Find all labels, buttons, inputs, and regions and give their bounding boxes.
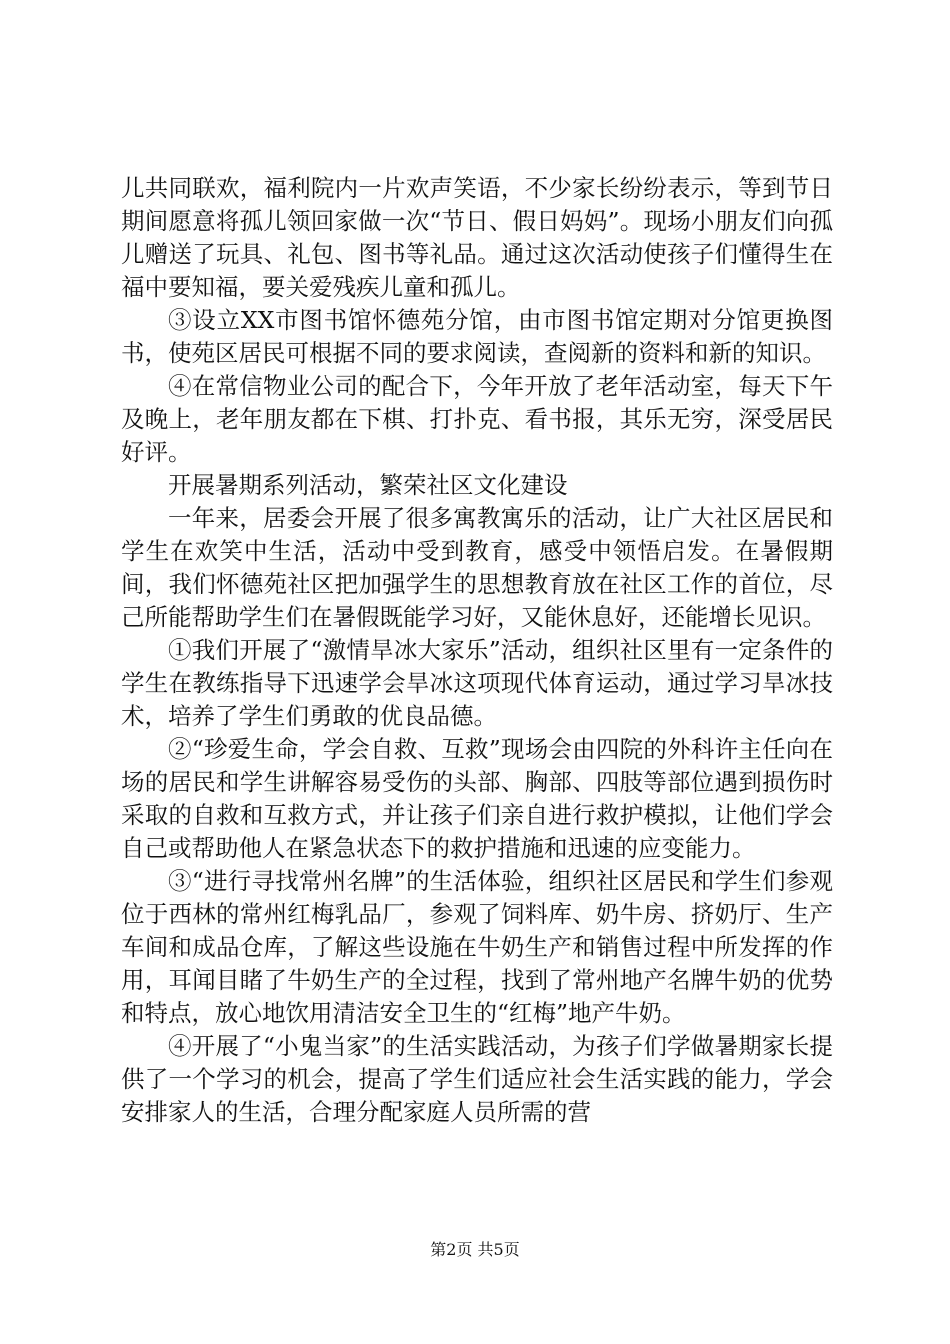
paragraph-roller-skating: ①我们开展了“激情旱冰大家乐”活动，组织社区里有一定条件的学生在教练指导下迅速学会旱冰这项现代体育运动，通过学习旱冰技术，培养了学生们勇敢的优良品德。 [121,636,833,730]
paragraph-dairy-visit: ③“进行寻找常州名牌”的生活体验，组织社区居民和学生们参观位于西林的常州红梅乳品厂，参观了饲料库、奶牛房、挤奶厅、生产车间和成品仓库，了解这些设施在牛奶生产和销售过程中所发挥的作用，耳闻目睹了牛奶生产的全过程，找到了常州地产名牌牛奶的优势和特点，放心地饮用清洁安全卫生的“红梅”地产牛奶。 [121,867,833,1027]
paragraph-library-branch: ③设立XX市图书馆怀德苑分馆，由市图书馆定期对分馆更换图书，使苑区居民可根据不同的要求阅读，查阅新的资料和新的知识。 [121,306,833,367]
paragraph-senior-activity-room: ④在常信物业公司的配合下，今年开放了老年活动室，每天下午及晚上，老年朋友都在下棋、打扑克、看书报，其乐无穷，深受居民好评。 [121,372,833,466]
document-body [121,172,833,1129]
paragraph-first-aid: ②“珍爱生命，学会自救、互救”现场会由四院的外科许主任向在场的居民和学生讲解容易受伤的头部、胸部、四肢等部位遇到损伤时采取的自救和互救方式，并让孩子们亲自进行救护模拟，让他们学会自己或帮助他人在紧急状态下的救护措施和迅速的应变能力。 [121,735,833,862]
paragraph-continuation: 儿共同联欢，福利院内一片欢声笑语，不少家长纷纷表示，等到节日期间愿意将孤儿领回家做一次“节日、假日妈妈”。现场小朋友们向孤儿赠送了玩具、礼包、图书等礼品。通过这次活动使孩子们懂得生在福中要知福，要关爱残疾儿童和孤儿。 [121,174,833,301]
page-number-footer: 第2页 共5页 [430,1240,520,1259]
paragraph-little-housekeeper: ④开展了“小鬼当家”的生活实践活动，为孩子们学做暑期家长提供了一个学习的机会，提高了学生们适应社会生活实践的能力，学会安排家人的生活，合理分配家庭人员所需的营 [121,1032,833,1126]
paragraph-summer-intro: 一年来，居委会开展了很多寓教寓乐的活动，让广大社区居民和学生在欢笑中生活，活动中受到教育，感受中领悟启发。在暑假期间，我们怀德苑社区把加强学生的思想教育放在社区工作的首位，尽己所能帮助学生们在暑假既能学习好，又能休息好，还能增长见识。 [121,504,833,631]
section-heading: 开展暑期系列活动，繁荣社区文化建设 [168,471,568,499]
